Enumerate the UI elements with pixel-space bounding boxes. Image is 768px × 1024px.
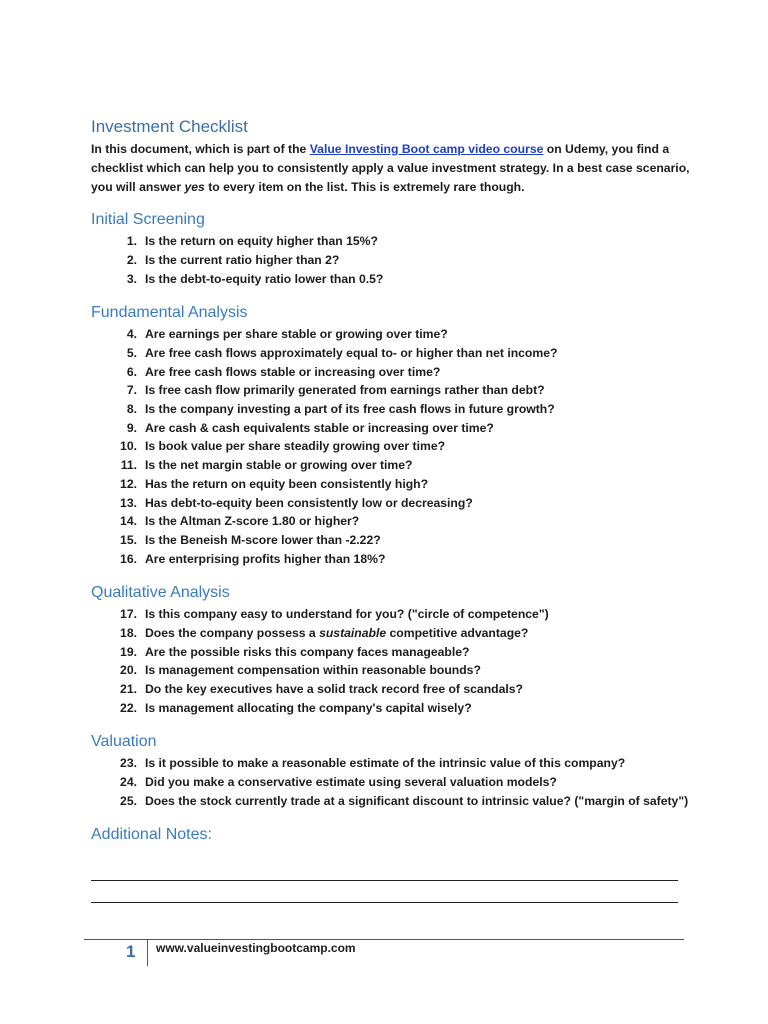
checklist-item	[108, 512, 557, 531]
item-number: 11.	[120, 458, 137, 473]
item-number: 8.	[126, 402, 137, 417]
heading-valuation: Valuation	[91, 733, 157, 750]
item-number: 1.	[126, 234, 137, 249]
notes-line	[91, 880, 678, 881]
item-text: Is the net margin stable or growing over time?	[145, 458, 413, 473]
intro-paragraph	[91, 140, 691, 197]
checklist-item	[108, 698, 549, 717]
checklist-item	[108, 437, 557, 456]
intro-text-middle: on Udemy, you find a checklist which can help you to consistently apply a value investment strategy. In a best case scenario, you will answer	[91, 142, 690, 194]
heading-qualitative-analysis: Qualitative Analysis	[91, 584, 230, 601]
item-number: 10.	[120, 439, 137, 454]
item-text: Are free cash flows approximately equal to- or higher than net income?	[145, 346, 558, 361]
item-text: Is it possible to make a reasonable estimate of the intrinsic value of this company?	[145, 756, 626, 771]
item-number: 7.	[126, 383, 137, 398]
item-text: Has the return on equity been consistently high?	[145, 476, 429, 491]
item-number: 13.	[120, 495, 137, 510]
item-text: Are cash & cash equivalents stable or increasing over time?	[145, 420, 494, 435]
item-number: 6.	[126, 364, 137, 379]
item-text: Is the Altman Z-score 1.80 or higher?	[145, 514, 360, 529]
item-number: 19.	[120, 644, 137, 659]
item-number: 12.	[120, 476, 137, 491]
item-text: Does the stock currently trade at a significant discount to intrinsic value? ("margin of safety")	[145, 793, 689, 808]
checklist-item	[108, 773, 688, 792]
item-number: 16.	[120, 551, 137, 566]
item-text	[145, 626, 528, 640]
list-initial-screening	[108, 232, 383, 288]
checklist-item	[108, 754, 688, 773]
heading-initial-screening: Initial Screening	[91, 211, 205, 228]
checklist-item	[108, 791, 688, 810]
checklist-item	[108, 251, 383, 270]
checklist-item	[108, 362, 557, 381]
item-text: Is management compensation within reasonable bounds?	[145, 663, 481, 678]
checklist-item	[108, 475, 557, 494]
item-text: Are free cash flows stable or increasing over time?	[145, 364, 441, 379]
checklist-item	[108, 531, 557, 550]
checklist-item	[108, 381, 557, 400]
item-text: Do the key executives have a solid track record free of scandals?	[145, 682, 523, 697]
list-valuation	[108, 754, 688, 810]
checklist-item	[108, 232, 383, 251]
item-text-start: Does the company possess a	[145, 626, 320, 641]
item-number: 25.	[120, 793, 137, 808]
item-text: Is the current ratio higher than 2?	[145, 253, 340, 268]
checklist-item	[108, 456, 557, 475]
checklist-item	[108, 661, 549, 680]
item-number: 9.	[126, 420, 137, 435]
item-text: Did you make a conservative estimate using several valuation models?	[145, 775, 557, 790]
checklist-item	[108, 325, 557, 344]
item-number: 24.	[120, 775, 137, 790]
list-fundamental-analysis	[108, 325, 557, 568]
document-title: Investment Checklist	[91, 117, 248, 136]
footer-divider	[84, 939, 684, 940]
item-number: 4.	[126, 327, 137, 342]
checklist-item	[108, 418, 557, 437]
checklist-item	[108, 344, 557, 363]
item-number: 22.	[120, 700, 137, 715]
item-number: 2.	[126, 253, 137, 268]
checklist-item	[108, 549, 557, 568]
item-text: Is this company easy to understand for you? ("circle of competence")	[145, 607, 549, 622]
checklist-item	[108, 400, 557, 419]
checklist-item	[108, 680, 549, 699]
item-text: Is management allocating the company's capital wisely?	[145, 700, 472, 715]
item-number: 15.	[120, 532, 137, 547]
item-text: Is the company investing a part of its free cash flows in future growth?	[145, 402, 555, 417]
checklist-item	[108, 642, 549, 661]
list-qualitative-analysis	[108, 605, 549, 717]
notes-line	[91, 902, 678, 903]
item-number: 5.	[126, 346, 137, 361]
checklist-item	[108, 269, 383, 288]
intro-text-start: In this document, which is part of the	[91, 142, 310, 156]
item-text: Are the possible risks this company faces manageable?	[145, 644, 470, 659]
heading-additional-notes: Additional Notes:	[91, 826, 212, 843]
item-number: 18.	[120, 626, 137, 641]
intro-text-end: to every item on the list. This is extremely rare though.	[204, 180, 525, 194]
item-text: Is free cash flow primarily generated from earnings rather than debt?	[145, 383, 545, 398]
item-text: Has debt-to-equity been consistently low or decreasing?	[145, 495, 473, 510]
item-number: 21.	[120, 682, 137, 697]
item-number: 17.	[120, 607, 137, 622]
item-number: 20.	[120, 663, 137, 678]
footer-vertical-divider	[147, 939, 148, 966]
item-text: Is book value per share steadily growing over time?	[145, 439, 446, 454]
item-text: Is the Beneish M-score lower than -2.22?	[145, 532, 381, 547]
item-text: Are enterprising profits higher than 18%?	[145, 551, 386, 566]
checklist-item	[108, 493, 557, 512]
item-number: 14.	[120, 514, 137, 529]
item-number: 3.	[126, 271, 137, 286]
footer-url: www.valueinvestingbootcamp.com	[156, 941, 356, 955]
heading-fundamental-analysis: Fundamental Analysis	[91, 304, 248, 321]
item-number: 23.	[120, 756, 137, 771]
intro-emphasis: yes	[184, 180, 205, 194]
item-text: Are earnings per share stable or growing over time?	[145, 327, 448, 342]
checklist-item	[108, 624, 549, 643]
course-link[interactable]: Value Investing Boot camp video course	[309, 142, 544, 156]
item-emphasis: sustainable	[319, 626, 387, 641]
item-text: Is the debt-to-equity ratio lower than 0.5?	[145, 271, 384, 286]
item-text: Is the return on equity higher than 15%?	[145, 234, 378, 249]
item-text-end: competitive advantage?	[386, 626, 529, 641]
checklist-item	[108, 605, 549, 624]
page-number: 1	[126, 942, 136, 961]
